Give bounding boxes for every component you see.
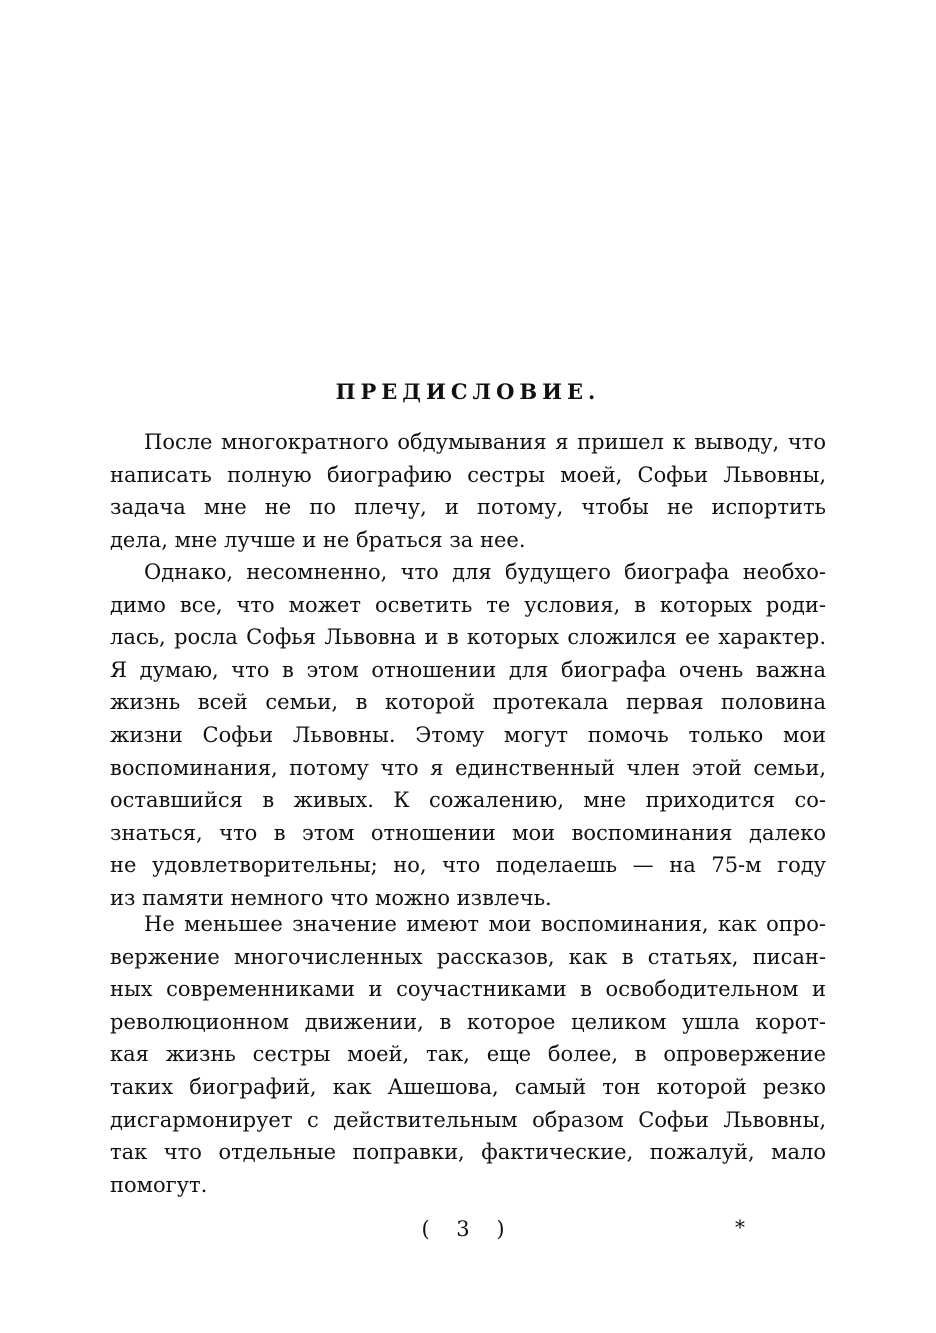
text-line: кая жизнь сестры моей, так, еще более, в опровержение	[110, 1042, 826, 1067]
text-line: из памяти немного что можно извлечь.	[110, 885, 552, 910]
text-line: написать полную биографию сестры моей, Софьи Львовны,	[110, 462, 826, 487]
text-line: дисгармонирует с действительным образом Софьи Львовны,	[110, 1107, 826, 1132]
text-line: Не меньшее значение имеют мои воспоминания, как опро-	[144, 912, 826, 936]
text-line: ных современниками и соучастниками в освободительном и	[110, 977, 826, 1002]
text-line: Однако, несомненно, что для будущего биографа необхо-	[144, 560, 826, 584]
text-line: задача мне не по плечу, и потому, чтобы не испортить	[110, 495, 826, 520]
page-number: ( 3 )	[421, 1217, 515, 1241]
text-line: димо все, что может осветить те условия, в которых роди-	[110, 592, 826, 617]
text-line: После многократного обдумывания я пришел к выводу, что	[144, 430, 826, 454]
text-line: не удовлетворительны; но, что поделаешь — на 75-м году	[110, 853, 826, 878]
text-line: революционном движении, в которое целиком ушла корот-	[110, 1009, 826, 1034]
text-line: оставшийся в живых. К сожалению, мне приходится со-	[110, 788, 826, 813]
text-line: так что отдельные поправки, фактические, пожалуй, мало	[110, 1140, 826, 1165]
text-line: знаться, что в этом отношении мои воспоминания далеко	[110, 820, 826, 845]
paragraph-3	[110, 908, 826, 1201]
paragraph-2	[110, 556, 826, 915]
text-line: жизни Софьи Львовны. Этому могут помочь только мои	[110, 722, 826, 747]
text-line: лась, росла Софья Львовна и в которых сложился ее характер.	[110, 625, 826, 650]
paragraph-1	[110, 426, 826, 556]
text-line: таких биографий, как Ашешова, самый тон которой резко	[110, 1074, 826, 1099]
text-line: помогут.	[110, 1172, 208, 1197]
text-line: дела, мне лучше и не браться за нее.	[110, 527, 526, 552]
text-line: Я думаю, что в этом отношении для биографа очень важна	[110, 657, 826, 682]
text-line: воспоминания, потому что я единственный член этой семьи,	[110, 755, 826, 780]
signature-mark: *	[735, 1215, 745, 1239]
text-line: жизнь всей семьи, в которой протекала первая половина	[110, 690, 826, 715]
text-line: вержение многочисленных рассказов, как в статьях, писан-	[110, 944, 826, 969]
chapter-title: ПРЕДИСЛОВИЕ.	[335, 379, 601, 404]
